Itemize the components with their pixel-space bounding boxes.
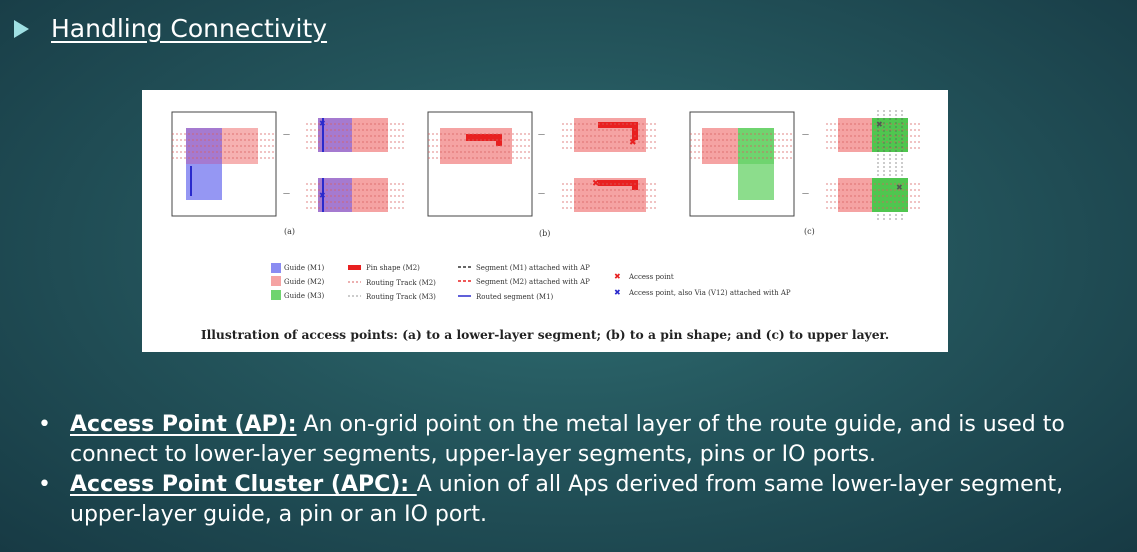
slide-title: Handling Connectivity bbox=[51, 14, 328, 43]
figure-caption: Illustration of access points: (a) to a lower-layer segment; (b) to a pin shape; and (c) to upper layer. bbox=[200, 327, 890, 342]
legend-seg-m2-ap: Segment (M2) attached with AP bbox=[476, 278, 590, 286]
arrow-icon: — bbox=[283, 189, 290, 197]
legend-access-point: Access point bbox=[629, 273, 674, 281]
svg-text:✖: ✖ bbox=[896, 183, 903, 192]
bullet-list bbox=[34, 410, 1134, 530]
bullet-text: An on-grid point on the metal layer of the route guide, and is used to connect to lower-layer segments, upper-layer segments, pins or IO ports. bbox=[70, 412, 1065, 467]
bullet-text: A union of all Aps derived from same lower-layer segment, upper-layer guide, a pin or an IO port. bbox=[70, 472, 1064, 527]
bullet-dot-icon: • bbox=[38, 472, 51, 497]
panel-b bbox=[428, 112, 656, 216]
legend-guide-m2: Guide (M2) bbox=[284, 278, 325, 286]
sub-label-a: (a) bbox=[284, 227, 296, 236]
svg-text:✖: ✖ bbox=[319, 191, 326, 200]
legend-pin-shape: Pin shape (M2) bbox=[366, 264, 420, 272]
sub-label-b: (b) bbox=[539, 229, 551, 238]
access-points-figure bbox=[142, 90, 948, 352]
panel-c bbox=[690, 110, 922, 220]
svg-text:—: — bbox=[802, 189, 809, 197]
bullet-dot-icon: • bbox=[38, 412, 51, 437]
svg-text:—: — bbox=[538, 130, 545, 138]
access-point-icon: ✖ bbox=[614, 272, 621, 281]
svg-text:—: — bbox=[538, 189, 545, 197]
svg-text:—: — bbox=[802, 130, 809, 138]
slide-header bbox=[14, 14, 327, 43]
arrow-icon: — bbox=[283, 130, 290, 138]
figure-diagram bbox=[142, 90, 948, 352]
play-arrow-icon bbox=[14, 20, 29, 38]
legend-routing-m2: Routing Track (M2) bbox=[366, 279, 436, 287]
legend-guide-m3: Guide (M3) bbox=[284, 292, 325, 300]
via-access-point-icon: ✖ bbox=[614, 288, 621, 297]
svg-text:✖: ✖ bbox=[876, 120, 883, 129]
sub-label-c: (c) bbox=[804, 227, 815, 236]
bullet-term: Access Point Cluster (APC): bbox=[70, 472, 417, 497]
bullet-access-point bbox=[34, 410, 1134, 470]
bullet-access-point-cluster bbox=[34, 470, 1134, 530]
legend-access-via: Access point, also Via (V12) attached with AP bbox=[629, 289, 791, 297]
svg-text:✖: ✖ bbox=[629, 138, 637, 148]
bullet-term: Access Point (AP): bbox=[70, 412, 297, 437]
panel-a bbox=[172, 112, 406, 216]
legend-seg-m1-ap: Segment (M1) attached with AP bbox=[476, 264, 590, 272]
legend-guide-m1: Guide (M1) bbox=[284, 264, 325, 272]
svg-text:✖: ✖ bbox=[319, 119, 326, 128]
legend-routed-m1: Routed segment (M1) bbox=[476, 293, 554, 301]
svg-text:✖: ✖ bbox=[592, 179, 600, 189]
legend-routing-m3: Routing Track (M3) bbox=[366, 293, 436, 301]
